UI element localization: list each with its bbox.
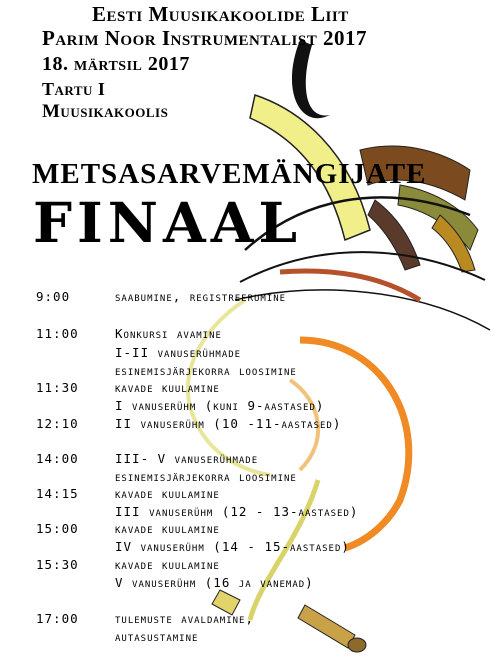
mouthpiece xyxy=(298,605,355,648)
schedule-line: I-II vanuserühmade xyxy=(115,345,242,360)
schedule-line: kavade kuulamine xyxy=(115,521,220,536)
schedule-line: III vanuserühm (12 - 13-aastased) xyxy=(115,504,359,519)
schedule-time: 14:15 xyxy=(36,486,79,501)
schedule-time: 15:00 xyxy=(36,521,79,536)
schedule-line: kavade kuulamine xyxy=(115,486,220,501)
schedule-line: saabumine, registreerumine xyxy=(115,289,287,304)
horn-bell-dark xyxy=(368,200,420,270)
schedule-line: kavade kuulamine xyxy=(115,557,220,572)
brown-tube xyxy=(280,271,420,300)
event-city: Tartu I xyxy=(42,79,106,99)
schedule-line: I vanuserühm (kuni 9-aastased) xyxy=(115,398,325,413)
schedule-time: 17:00 xyxy=(36,611,79,626)
schedule-time: 12:10 xyxy=(36,416,79,431)
schedule-line: II vanuserühm (10 -11-aastased) xyxy=(115,416,342,431)
schedule-line: V vanuserühm (16 ja vanemad) xyxy=(115,575,314,590)
schedule-line: autasustamine xyxy=(115,629,199,644)
schedule-time: 9:00 xyxy=(36,289,71,304)
schedule-time: 11:30 xyxy=(36,380,79,395)
event-date: 18. märtsil 2017 xyxy=(42,53,190,75)
schedule-line: Konkursi avamine xyxy=(115,326,222,341)
event-venue: Muusikakoolis xyxy=(42,101,169,122)
black-swoosh xyxy=(292,40,330,118)
final-title: FINAAL xyxy=(33,190,303,255)
competition-name: Parim Noor Instrumentalist 2017 xyxy=(42,26,367,50)
event-title: METSASARVEMÄNGIJATE xyxy=(32,158,427,190)
schedule-time: 15:30 xyxy=(36,557,79,572)
schedule-line: IV vanuserühm (14 - 15-aastased) xyxy=(115,539,350,554)
schedule-line: esinemisjärjekorra loosimine xyxy=(115,363,297,378)
schedule-line: tulemuste avaldamine, xyxy=(115,611,255,626)
mouthpiece-cup xyxy=(348,638,366,652)
schedule-time: 11:00 xyxy=(36,326,79,341)
schedule-line: esinemisjärjekorra loosimine xyxy=(115,469,297,484)
schedule-line: III- V vanuserühmade xyxy=(115,451,259,466)
schedule-line: kavade kuulamine xyxy=(115,380,220,395)
schedule-time: 14:00 xyxy=(36,451,79,466)
organization-name: Eesti Muusikakoolide Liit xyxy=(92,2,349,26)
